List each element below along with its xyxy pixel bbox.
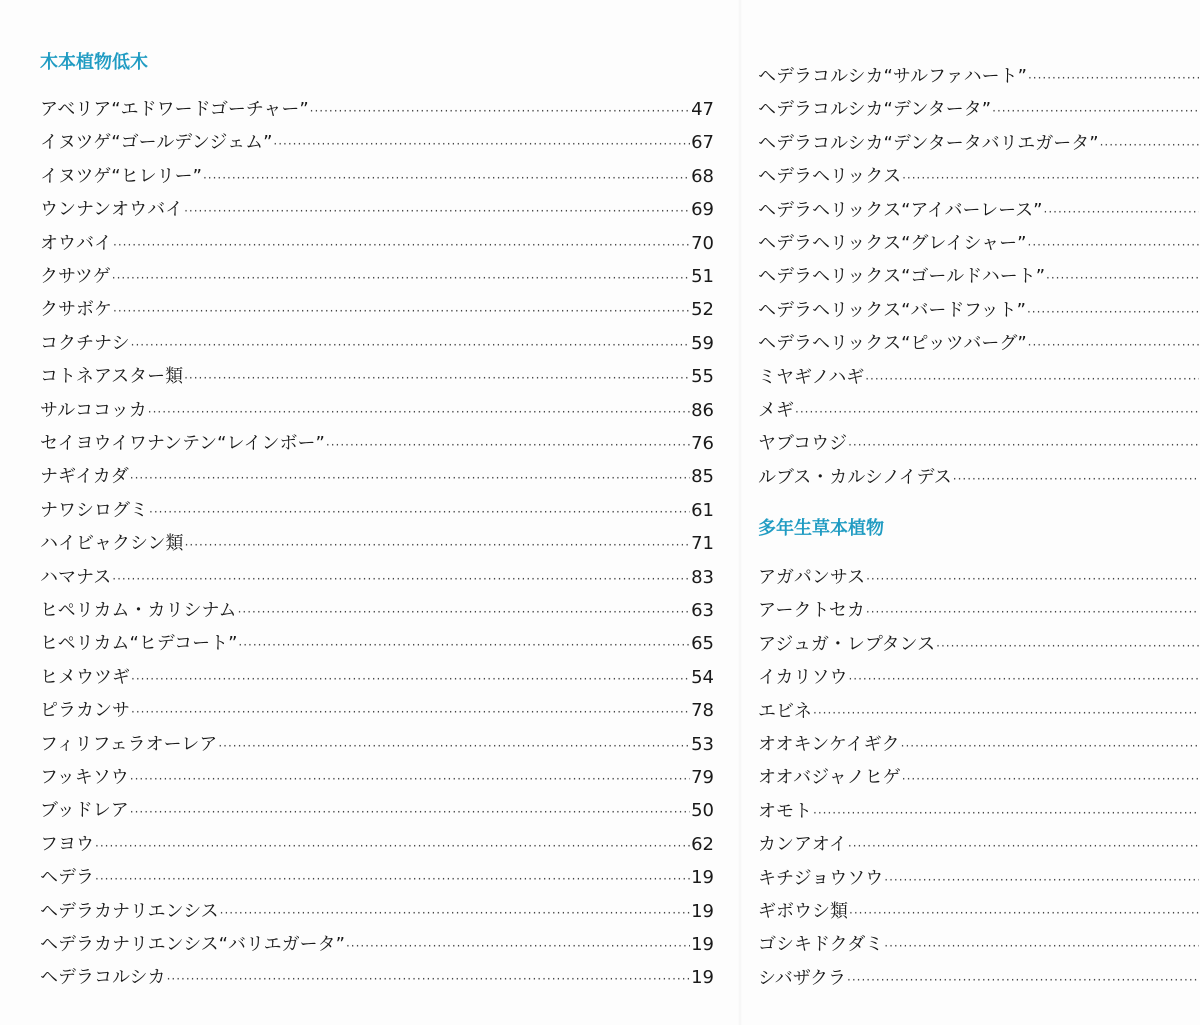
leader-dots [813,701,1199,725]
leader-dots [310,99,690,123]
entry-name: ハイビャクシン類 [40,533,184,555]
entry-name: フッキソウ [40,767,129,788]
entry-name: キチジョウソウ [758,867,884,889]
index-entry [758,700,1200,724]
entry-name: コクチナシ [40,332,130,354]
entry-name: セイヨウイワナンテン“レインボー” [40,433,325,454]
entry-name: クサツゲ [40,266,111,287]
index-entry [40,766,714,790]
leader-dots [1028,333,1199,357]
entry-page-number: 19 [691,934,714,955]
entry-page-number: 62 [691,833,714,855]
leader-dots [148,400,690,424]
entry-page-number: 61 [691,499,714,521]
entry-name: ヘデラコルシカ [40,967,166,989]
index-entry [758,967,1200,991]
entry-page-number: 78 [691,700,714,722]
leader-dots [273,132,690,156]
entry-page-number: 85 [691,466,714,488]
entry-name: ヘデラコルシカ“デンタータバリエガータ” [758,132,1099,154]
index-entry [40,165,714,189]
leader-dots [131,700,690,724]
entry-page-number: 67 [691,132,714,154]
index-entry [758,867,1200,891]
index-entry [758,399,1200,423]
entry-name: ルブス・カルシノイデス [758,466,952,488]
entry-page-number: 47 [691,99,714,120]
index-entry [758,733,1200,757]
leader-dots [220,901,690,925]
leader-dots [95,834,690,858]
entry-name: ヒペリカム“ヒデコート” [40,633,238,655]
index-entry [758,199,1200,223]
entry-name: オウバイ [40,232,112,254]
entry-name: クサボケ [40,299,112,321]
index-entry [40,866,714,890]
entry-name: オオキンケイギク [758,734,900,755]
entry-name: アジュガ・レプタンス [758,633,936,655]
entry-name: アベリア“エドワードゴーチャー” [40,99,309,120]
index-entry [40,966,714,990]
entry-name: ヤブコウジ [758,433,848,455]
leader-dots [1027,300,1199,324]
entry-page-number: 52 [691,299,714,321]
entry-name: アークトセカ [758,600,865,622]
leader-dots [884,934,1199,958]
entry-name: ヘデラヘリックス“グレイシャー” [758,233,1027,254]
leader-dots [131,333,690,357]
index-entry [40,666,714,690]
leader-dots [149,500,690,524]
leader-dots [184,366,690,390]
index-entry [40,632,714,656]
leader-dots [795,400,1199,424]
index-entry [40,933,714,957]
index-entry [758,65,1200,89]
entry-name: フィリフェラオーレア [40,733,218,755]
leader-dots [1100,133,1199,157]
entry-name: ヘデラコルシカ“サルファハート” [758,66,1027,87]
leader-dots [936,634,1199,658]
index-entry [40,198,714,222]
leader-dots [866,567,1199,591]
entry-name: ヘデラヘリックス“ピッツバーグ” [758,333,1027,355]
index-entry [758,165,1200,189]
leader-dots [112,567,690,591]
leader-dots [848,433,1199,457]
index-entry [40,799,714,823]
leader-dots [953,467,1199,491]
index-entry [40,499,714,523]
leader-dots [112,266,690,290]
leader-dots [866,600,1199,624]
leader-dots [902,166,1199,190]
entry-name: メギ [758,400,794,421]
entry-name: ヒペリカム・カリシナム [40,600,237,621]
entry-page-number: 50 [691,800,714,822]
entry-name: ヘデラカナリエンシス“バリエガータ” [40,934,345,955]
index-entry [758,466,1200,490]
leader-dots [902,767,1199,791]
page-gutter [738,0,742,1025]
leader-dots [326,433,690,457]
leader-dots [131,667,690,691]
entry-page-number: 51 [691,266,714,287]
index-entry [40,900,714,924]
index-entry [758,800,1200,824]
entry-name: ブッドレア [40,800,129,822]
leader-dots [185,533,691,557]
entry-name: ヘデラ [40,867,94,889]
index-entry [40,98,714,122]
index-entry [40,131,714,155]
index-entry [758,132,1200,156]
leader-dots [1046,266,1199,290]
leader-dots [847,968,1199,992]
leader-dots [113,233,690,257]
entry-page-number: 68 [691,165,714,187]
index-entry [40,432,714,456]
leader-dots [1044,200,1199,224]
leader-dots [113,299,690,323]
leader-dots [1028,66,1199,90]
index-entry [758,566,1200,590]
leader-dots [167,967,691,991]
index-entry [40,399,714,423]
entry-name: コトネアスター類 [40,366,184,388]
index-entry [758,432,1200,456]
entry-page-number: 69 [691,199,714,221]
leader-dots [849,901,1199,925]
entry-name: イヌツゲ“ヒレリー” [40,165,202,187]
entry-page-number: 83 [691,566,714,588]
leader-dots [813,801,1199,825]
entry-name: ウンナンオウバイ [40,199,184,221]
entry-name: ヘデラヘリックス“バードフット” [758,299,1026,321]
leader-dots [884,868,1199,892]
index-entry [758,900,1200,924]
index-entry [40,298,714,322]
entry-page-number: 79 [691,767,714,788]
entry-name: ミヤギノハギ [758,366,865,388]
index-entry [758,766,1200,790]
leader-dots [218,734,690,758]
entry-name: ゴシキドクダミ [758,934,884,956]
leader-dots [848,667,1199,691]
section-heading: 多年生草本植物 [758,518,884,539]
index-entry [40,232,714,256]
entry-name: ヘデラコルシカ“デンタータ” [758,99,992,121]
leader-dots [848,834,1199,858]
entry-page-number: 76 [691,433,714,454]
entry-name: オオバジャノヒゲ [758,767,901,789]
entry-page-number: 53 [691,733,714,755]
entry-name: ヘデラヘリックス“アイバーレース” [758,199,1043,221]
entry-page-number: 70 [691,232,714,254]
leader-dots [184,199,690,223]
index-entry [758,366,1200,390]
entry-name: ギボウシ類 [758,901,848,922]
entry-name: ヘデラカナリエンシス [40,900,219,922]
leader-dots [992,99,1199,123]
leader-dots [901,734,1199,758]
entry-page-number: 19 [691,867,714,889]
index-entry [758,599,1200,623]
entry-name: エビネ [758,700,812,722]
entry-name: ヒメウツギ [40,666,130,688]
entry-name: サルココッカ [40,399,147,421]
index-entry [758,332,1200,356]
leader-dots [865,367,1199,391]
index-entry [40,699,714,723]
entry-page-number: 54 [691,666,714,688]
index-entry [40,733,714,757]
leader-dots [203,166,690,190]
entry-page-number: 86 [691,399,714,421]
index-entry [40,532,714,556]
index-entry [758,833,1200,857]
index-entry [758,232,1200,256]
index-entry [758,666,1200,690]
entry-name: ハマナス [40,566,112,588]
entry-page-number: 63 [691,600,714,621]
entry-name: イヌツゲ“ゴールデンジェム” [40,132,273,154]
entry-name: ヘデラヘリックス“ゴールドハート” [758,266,1046,288]
entry-page-number: 19 [691,900,714,922]
leader-dots [1028,233,1200,257]
leader-dots [95,867,690,891]
entry-name: ナワシログミ [40,499,148,521]
leader-dots [238,600,691,624]
entry-page-number: 71 [691,533,714,555]
index-entry [40,332,714,356]
index-entry [40,465,714,489]
leader-dots [238,633,690,657]
index-entry [40,566,714,590]
index-entry [758,633,1200,657]
entry-page-number: 59 [691,332,714,354]
index-entry [40,365,714,389]
entry-name: アガパンサス [758,567,866,588]
entry-name: イカリソウ [758,667,848,689]
entry-name: ヘデラヘリックス [758,166,902,188]
entry-name: フヨウ [40,833,94,855]
entry-page-number: 55 [691,366,714,388]
leader-dots [130,800,690,824]
index-entry [40,265,714,289]
section-heading: 木本植物低木 [40,52,148,73]
index-entry [758,933,1200,957]
index-entry [758,265,1200,289]
index-entry [758,299,1200,323]
entry-name: シバザクラ [758,967,847,989]
leader-dots [346,934,690,958]
entry-name: オモト [758,800,812,822]
entry-name: ピラカンサ [40,700,130,722]
leader-dots [130,767,690,791]
index-entry [40,833,714,857]
index-entry [758,98,1200,122]
entry-name: カンアオイ [758,834,847,856]
entry-name: ナギイカダ [40,466,129,488]
index-entry [40,599,714,623]
leader-dots [130,466,690,490]
entry-page-number: 19 [691,967,714,989]
entry-page-number: 65 [691,633,714,655]
